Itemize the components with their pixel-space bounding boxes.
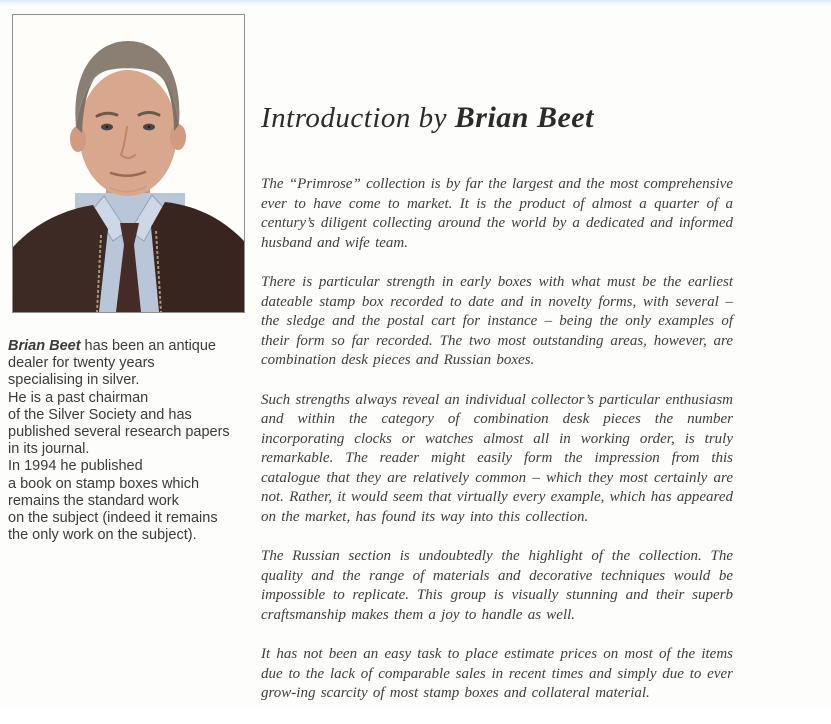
scan-edge-artifact — [0, 0, 831, 5]
bio-line-text: dealer for twenty years — [8, 355, 155, 372]
portrait-photo — [13, 15, 244, 312]
bio-line — [8, 458, 254, 475]
bio-line — [8, 372, 254, 389]
bio-line — [8, 338, 254, 355]
bio-line-text: specialising in silver. — [8, 372, 140, 389]
bio-line-text: remains the standard work — [8, 492, 179, 509]
bio-text — [8, 338, 254, 544]
bio-line-text: a book on stamp boxes which — [8, 475, 200, 492]
bio-line-text: has been an antique — [80, 338, 216, 354]
bio-line-text: He is a past chairman — [8, 389, 149, 406]
portrait-photo-frame — [12, 14, 245, 313]
bio-line — [8, 510, 254, 527]
title-prefix: Introduction by — [261, 102, 448, 134]
intro-paragraph: The Russian section is undoubtedly the highlight of the collection. The quality and the range of materials and decorative techniques would be impossible to replicate. This group is visually stunning and their superb craftsmanship makes them a joy to handle as well. — [261, 548, 733, 623]
bio-line-text: of the Silver Society and has — [8, 406, 192, 423]
bio-line-text: the only work on the subject). — [8, 527, 197, 544]
bio-line — [8, 527, 254, 544]
bio-line — [8, 390, 254, 407]
title-author-name: Brian Beet — [454, 101, 594, 134]
bio-line-text: In 1994 he published — [8, 458, 143, 475]
introduction-column — [261, 100, 733, 724]
bio-line — [8, 355, 254, 372]
intro-paragraph: It has not been an easy task to place estimate prices on most of the items due to the lack of comparable sales in recent times and simply due to ever grow-ing scarcity of most stamp boxes and collateral material. — [261, 646, 733, 701]
page-title — [261, 100, 733, 136]
intro-paragraph: Such strengths always reveal an individual collector’s particular enthusiasm and within the category of combination desk pieces the number incorporating clocks or watches almost all in working order, is truly remarkable. The reader might easily form the impression from this catalogue that they are relatively common – which they most certainly are not. Rather, it would seem that virtually every example, which has appeared on the market, has found its way into this collection. — [261, 391, 733, 525]
bio-line — [8, 493, 254, 510]
intro-paragraph: The “Primrose” collection is by far the largest and the most comprehensive ever to have come to market. It is the product of almost a quarter of a century’s diligent collecting around the world by a dedicated and informed husband and wife team. — [261, 176, 733, 251]
bio-line-text: published several research papers — [8, 424, 230, 441]
bio-line — [8, 476, 254, 493]
bio-line — [8, 407, 254, 424]
bio-line — [8, 424, 254, 441]
intro-paragraph: There is particular strength in early boxes with what must be the earliest dateable stamp box recorded to date and in novelty forms, with several – the sledge and the postal cart for instance – being the only examples of their form so far recorded. The two most outstanding areas, however, are combination desk pieces and Russian boxes. — [261, 274, 733, 368]
bio-name: Brian Beet — [8, 338, 81, 354]
bio-line-text: in its journal. — [8, 441, 90, 458]
bio-line — [8, 441, 254, 458]
bio-line-text: on the subject (indeed it remains — [8, 510, 218, 527]
